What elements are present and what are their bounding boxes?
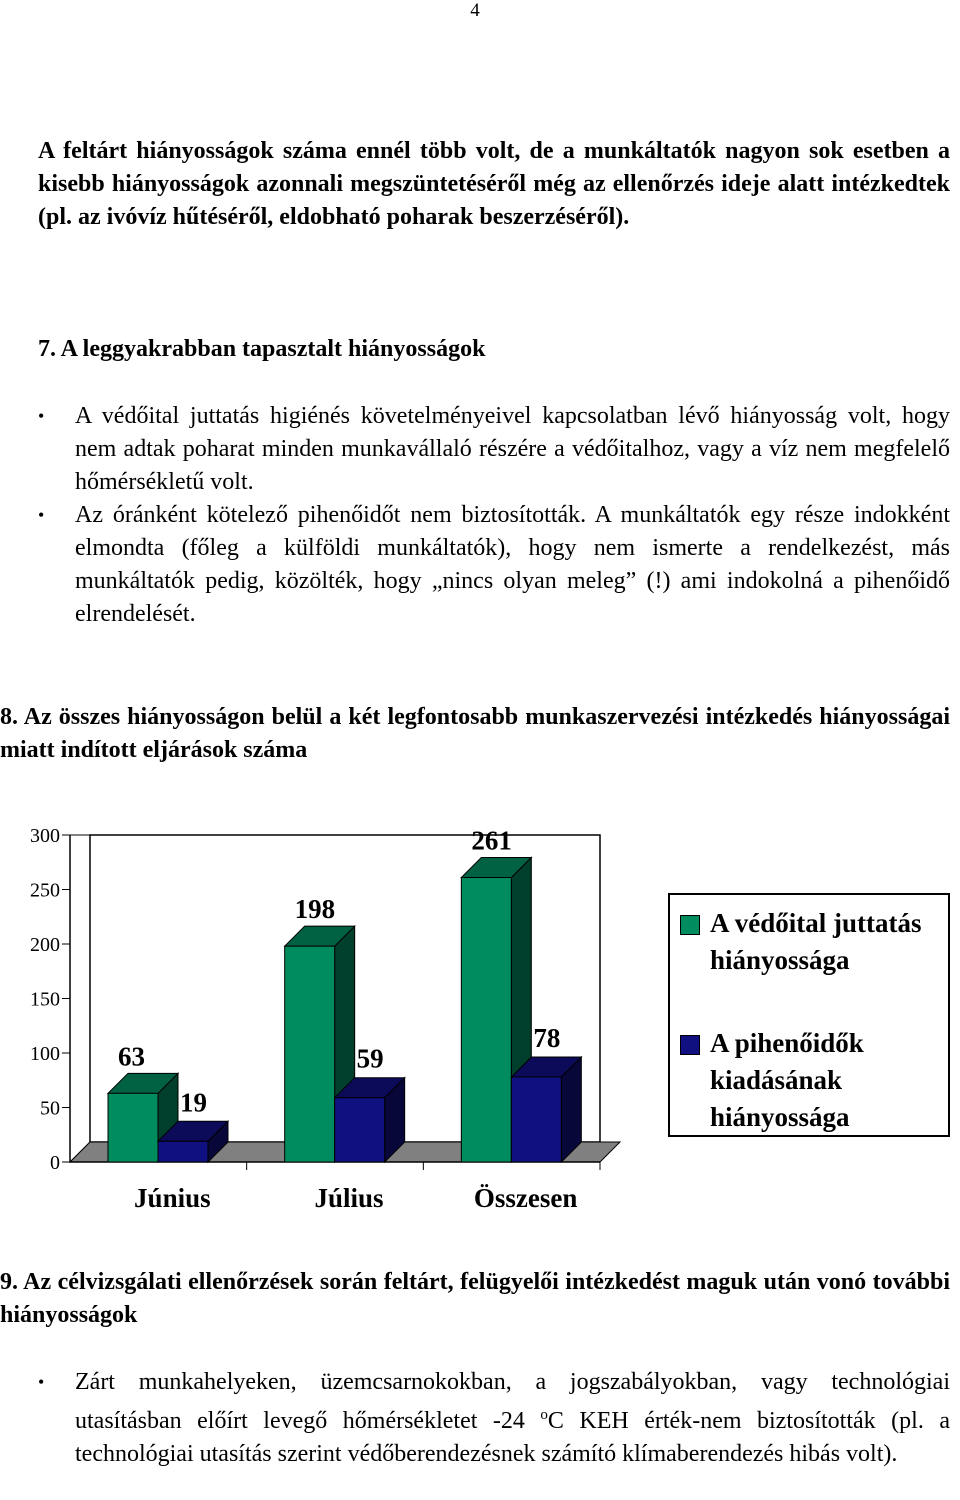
- bar: [285, 946, 335, 1162]
- legend-label: A védőital juttatás hiányossága: [710, 908, 922, 975]
- section-8-title: [0, 701, 950, 767]
- section-7-list: [38, 400, 950, 631]
- y-tick-label: 100: [30, 1043, 60, 1065]
- data-label: 59: [356, 1043, 384, 1074]
- bullet-text-part: Zárt munkahelyeken, üzemcsarnokokban, a jogszabályokban, vagy technológiai utasításban előírt levegő hőmérsékletet -24: [75, 1369, 950, 1434]
- section-9-list: [38, 1366, 950, 1471]
- bullet-icon: •: [38, 505, 45, 525]
- section-7-title: 7. A leggyakrabban tapasztalt hiányosságok: [38, 336, 486, 362]
- legend-item-pihenoido: [680, 1025, 948, 1136]
- chart-legend: [668, 893, 950, 1137]
- category-label: Július: [314, 1183, 384, 1213]
- bullet-text-part: C KEH érték-nem biztosították (pl. a technológiai utasítás szerint védőberendezésnek számító klímaberendezés hibás volt).: [75, 1408, 950, 1467]
- category-label: Június: [134, 1183, 211, 1213]
- bullet-text: [75, 1369, 950, 1467]
- legend-swatch: [680, 915, 700, 935]
- list-item: [38, 499, 950, 631]
- data-label: 198: [294, 894, 336, 925]
- y-tick-label: 150: [30, 988, 60, 1011]
- bullet-text: Az óránként kötelező pihenőidőt nem biztosították. A munkáltatók egy része indokként elmondta (főleg a külföldi munkáltatók), hogy nem ismerte a rendelkezést, más munkáltatók pedig, közölték, hogy „nincs olyan meleg” (!) ami indokolná a pihenőidő elrendelését.: [75, 502, 950, 627]
- data-label: 78: [533, 1022, 561, 1053]
- y-tick-label: 0: [50, 1152, 60, 1174]
- bar: [461, 878, 511, 1162]
- legend-item-vedoital: [680, 905, 948, 979]
- category-label: Összesen: [473, 1183, 578, 1213]
- y-tick-label: 50: [40, 1097, 60, 1120]
- data-label: 63: [118, 1041, 145, 1072]
- data-label: 261: [471, 825, 512, 856]
- bar: [108, 1093, 158, 1162]
- section-9-title: 9. Az célvizsgálati ellenőrzések során feltárt, felügyelői intézkedést maguk után vonó további hiányosságok: [0, 1269, 950, 1328]
- legend-label: A pihenőidők kiadásának hiányossága: [710, 1028, 864, 1132]
- y-tick-label: 250: [30, 879, 60, 902]
- bullet-icon: •: [38, 406, 45, 426]
- bar: [335, 1098, 385, 1162]
- y-tick-label: 300: [30, 825, 60, 847]
- y-tick-label: 200: [30, 934, 60, 956]
- list-item: [38, 400, 950, 499]
- list-item: [38, 1366, 950, 1471]
- bullet-icon: •: [38, 1372, 45, 1392]
- page-number: 4: [470, 0, 480, 21]
- intro-paragraph: A feltárt hiányosságok száma ennél több volt, de a munkáltatók nagyon sok esetben a kisebb hiányosságok azonnali megszüntetéséről még az ellenőrzés ideje alatt intézkedtek (pl. az ivóvíz hűtéséről, eldobható poharak beszerzéséről).: [38, 138, 950, 230]
- degree-superscript: o: [540, 1407, 548, 1423]
- data-label: 19: [180, 1087, 207, 1118]
- bar-chart: [0, 820, 660, 1220]
- bar: [158, 1141, 208, 1162]
- legend-swatch: [680, 1035, 700, 1055]
- section-8-title-text: 8. Az összes hiányosságon belül a két legfontosabb munkaszervezési intézkedés hiányosságai miatt indított eljárások száma: [0, 704, 950, 763]
- bar: [511, 1077, 561, 1162]
- bullet-text: A védőital juttatás higiénés követelményeivel kapcsolatban lévő hiányosság volt, hogy nem adtak poharat minden munkavállaló részére a védőitalhoz, vagy a víz nem megfelelő hőmérsékletű volt.: [75, 403, 950, 495]
- chart-side-wall: [70, 835, 90, 1162]
